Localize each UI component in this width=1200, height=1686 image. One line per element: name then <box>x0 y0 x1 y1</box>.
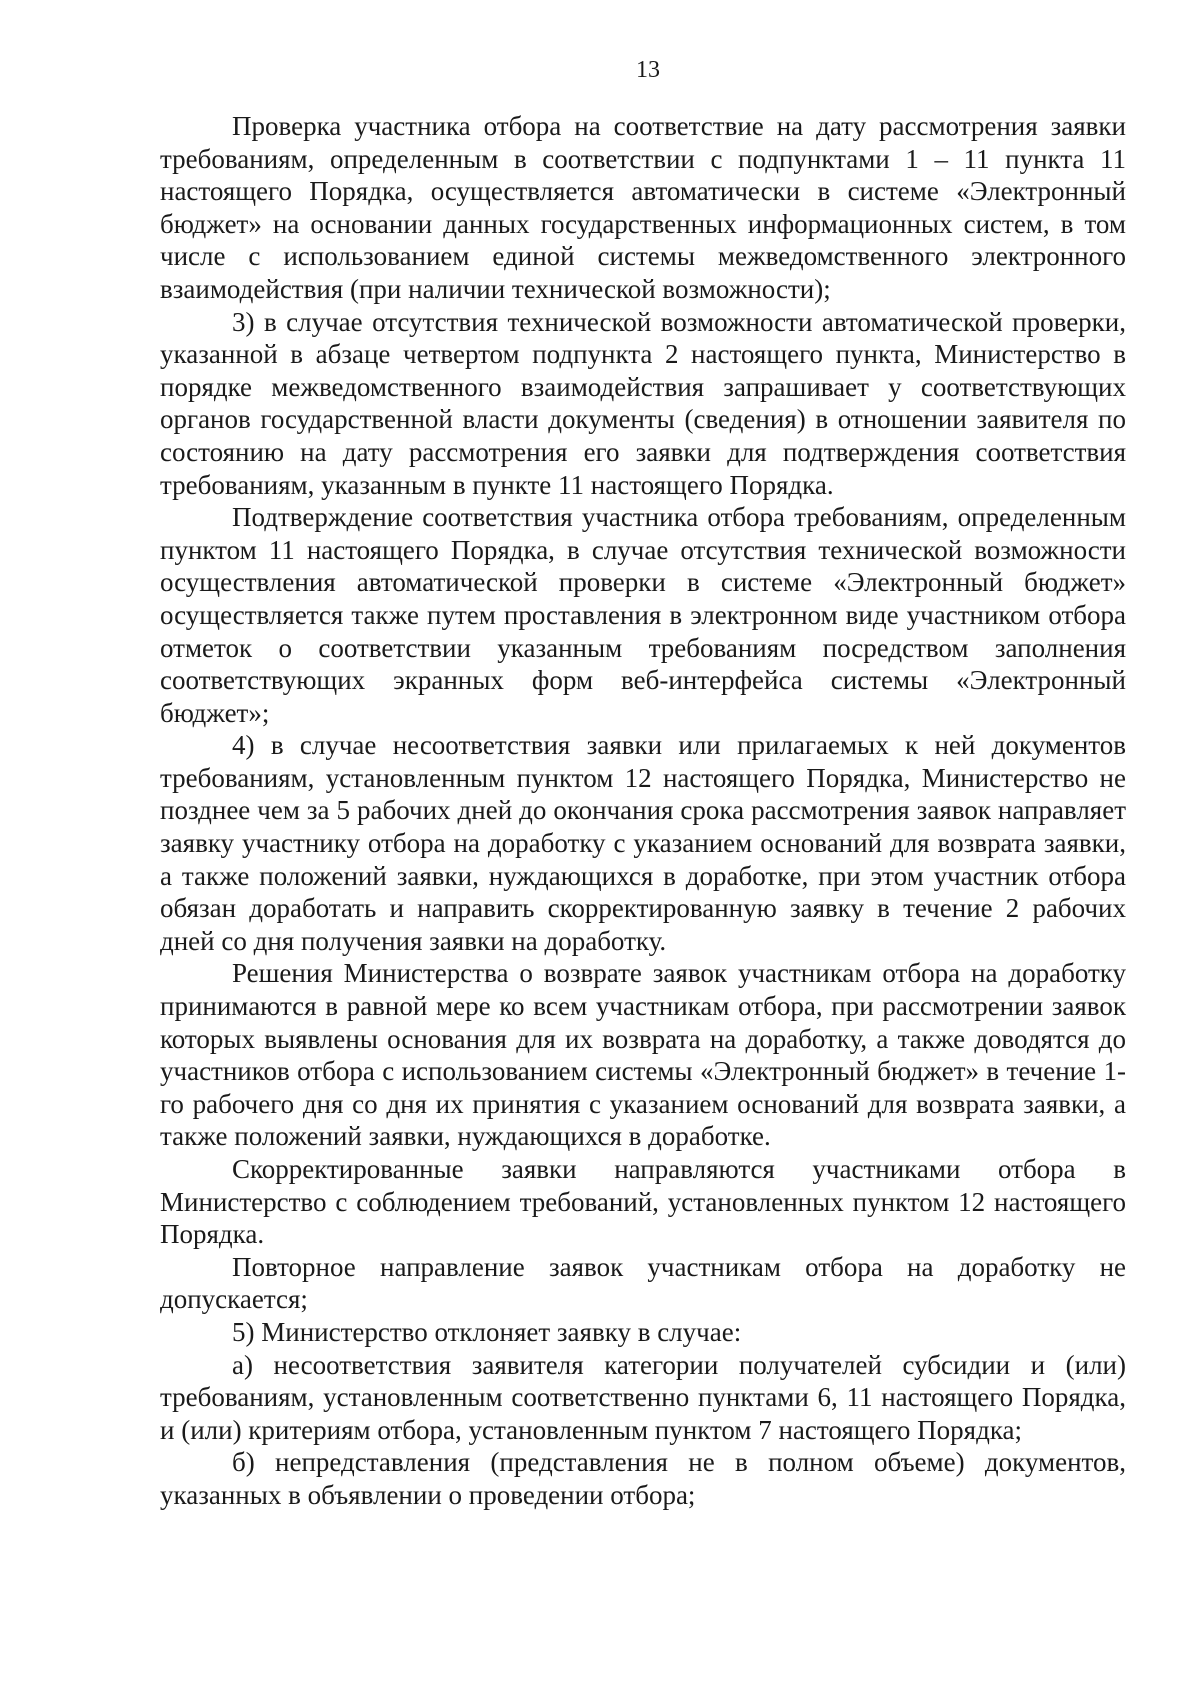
page-number: 13 <box>636 57 660 83</box>
paragraph: б) непредставления (представления не в полном объеме) документов, указанных в объявлении о проведении отбора; <box>160 1447 1126 1510</box>
paragraph: 3) в случае отсутствия технической возможности автоматической проверки, указанной в абзаце четвертом подпункта 2 настоящего пункта, Министерство в порядке межведомственного взаимодействия запрашивает у соответствующих органов государственной власти документы (сведения) в отношении заявителя по состоянию на дату рассмотрения его заявки для подтверждения соответствия требованиям, указанным в пункте 11 настоящего Порядка. <box>160 306 1126 500</box>
document-body <box>160 110 1126 1512</box>
paragraph: Проверка участника отбора на соответствие на дату рассмотрения заявки требованиям, определенным в соответствии с подпунктами 1 – 11 пункта 11 настоящего Порядка, осуществляется автоматически в системе «Электронный бюджет» на основании данных государственных информационных систем, в том числе с использованием единой системы межведомственного электронного взаимодействия (при наличии технической возможности); <box>160 111 1126 304</box>
paragraph: 4) в случае несоответствия заявки или прилагаемых к ней документов требованиям, установленным пунктом 12 настоящего Порядка, Министерство не позднее чем за 5 рабочих дней до окончания срока рассмотрения заявок направляет заявку участнику отбора на доработку с указанием оснований для возврата заявки, а также положений заявки, нуждающихся в доработке, при этом участник отбора обязан доработать и направить скорректированную заявку в течение 2 рабочих дней со дня получения заявки на доработку. <box>160 730 1126 956</box>
paragraph: а) несоответствия заявителя категории получателей субсидии и (или) требованиям, установленным соответственно пунктами 6, 11 настоящего Порядка, и (или) критериям отбора, установленным пунктом 7 настоящего Порядка; <box>160 1349 1126 1445</box>
paragraph: Скорректированные заявки направляются участниками отбора в Министерство с соблюдением требований, установленных пунктом 12 настоящего Порядка. <box>160 1154 1126 1250</box>
paragraph: Подтверждение соответствия участника отбора требованиям, определенным пунктом 11 настоящего Порядка, в случае отсутствия технической возможности осуществления автоматической проверки в системе «Электронный бюджет» осуществляется также путем проставления в электронном виде участником отбора отметок о соответствии указанным требованиям посредством заполнения соответствующих экранных форм веб-интерфейса системы «Электронный бюджет»; <box>160 502 1126 728</box>
paragraph: 5) Министерство отклоняет заявку в случае: <box>232 1316 742 1347</box>
paragraph: Повторное направление заявок участникам отбора на доработку не допускается; <box>160 1251 1126 1315</box>
paragraph: Решения Министерства о возврате заявок участникам отбора на доработку принимаются в равной мере ко всем участникам отбора, при рассмотрении заявок которых выявлены основания для их возврата на доработку, а также доводятся до участников отбора с использованием системы «Электронный бюджет» в течение 1-го рабочего дня со дня их принятия с указанием оснований для возврата заявки, а также положений заявки, нуждающихся в доработке. <box>160 958 1126 1152</box>
